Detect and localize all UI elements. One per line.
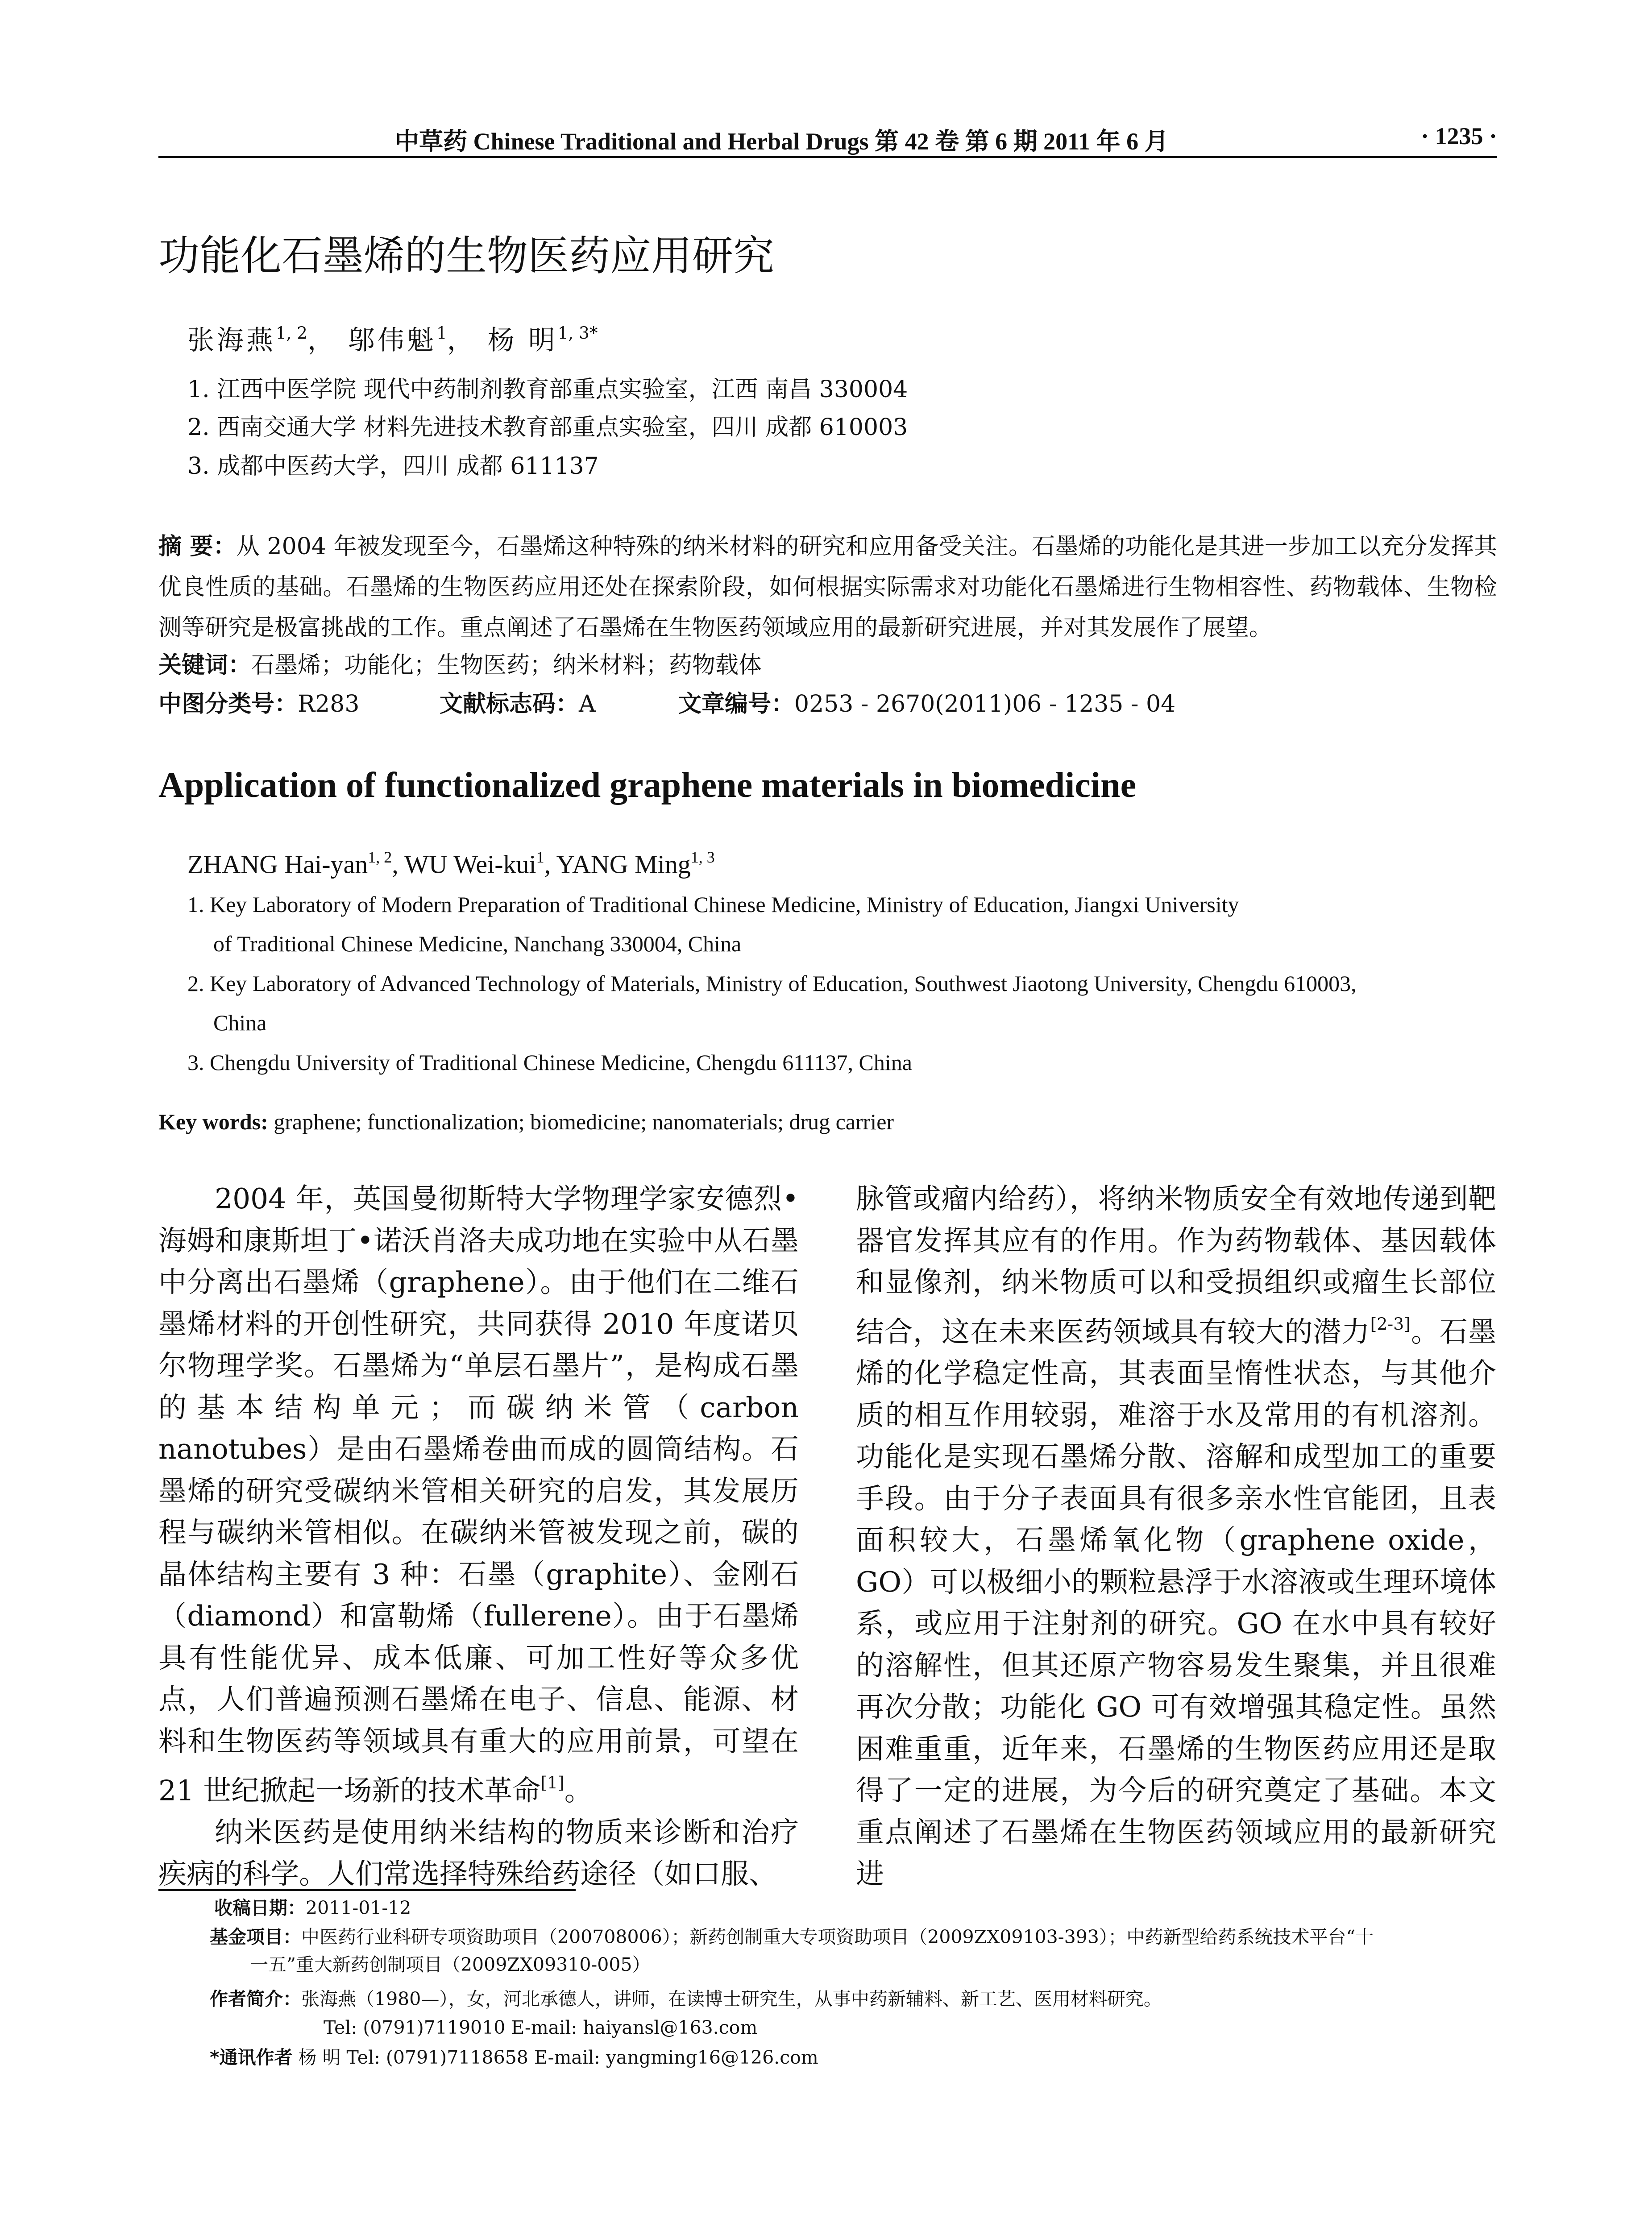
footnote-received [214, 1895, 411, 1920]
affiliation-zh: 3. 成都中医药大学，四川 成都 611137 [187, 453, 599, 480]
abstract-label: 摘 要： [158, 533, 237, 560]
article-number [678, 685, 1175, 718]
paragraph-text: 2004 年，英国曼彻斯特大学物理学家安德烈•海姆和康斯坦丁•诺沃肖洛夫成功地在实验中从石墨中分离出石墨烯（graphene）。由于他们在二维石墨烯材料的开创性研究，共同获得 2010 年度诺贝尔物理学奖。石墨烯为“单层石墨片”，是构成石墨的基本结构单元；而碳纳米管（carbon nanotubes）是由石墨烯卷曲而成的圆筒结构。石墨烯的研究受碳纳米管相关研究的启发，其发展历程与碳纳米管相似。在碳纳米管被发现之前，碳的晶体结构主要有 3 种：石墨（graphite）、金刚石（diamond）和富勒烯（fullerene）。由于石墨烯具有性能优异、成本低廉、可加工性好等众多优点，人们普遍预测石墨烯在电子、信息、能源、材料和生物医药等领域具有重大的应用前景，可望在 21 世纪掀起一场新的技术革命 [158, 1182, 799, 1807]
bio-label: 作者简介： [210, 1988, 301, 2010]
author-affiliation-sup: 1, 2 [368, 848, 392, 866]
funding-label: 基金项目： [210, 1926, 301, 1948]
clc-value: R283 [298, 691, 360, 717]
keywords-en-text: graphene; functionalization; biomedicine; nanomaterials; drug carrier [274, 1109, 894, 1134]
header-rule [158, 156, 1497, 158]
affiliation-en: 3. Chengdu University of Traditional Chinese Medicine, Chengdu 611137, China [187, 1050, 912, 1075]
document-code [440, 685, 596, 718]
body-paragraph [158, 1178, 799, 1812]
body-column-right [856, 1178, 1496, 1895]
abstract-text: 从 2004 年被发现至今，石墨烯这种特殊的纳米材料的研究和应用备受关注。石墨烯的功能化是其进一步加工以充分发挥其优良性质的基础。石墨烯的生物医药应用还处在探索阶段，如何根据实际需求对功能化石墨烯进行生物相容性、药物载体、生物检测等研究是极富挑战的工作。重点阐述了石墨烯在生物医药领域应用的最新研究进展，并对其发展作了展望。 [158, 533, 1497, 641]
bio-text: 张海燕（1980—），女，河北承德人，讲师，在读博士研究生，从事中药新辅料、新工艺、医用材料研究。 [301, 1988, 1162, 2010]
title-zh: 功能化石墨烯的生物医药应用研究 [158, 232, 775, 280]
funding-text: 中医药行业科研专项资助项目（200708006）；新药创制重大专项资助项目（2009ZX09103-393）；中药新型给药系统技术平台“十 [301, 1926, 1374, 1948]
clc-label: 中图分类号： [158, 691, 298, 717]
footnote-funding [210, 1924, 1374, 1949]
corr-text: 杨 明 Tel: (0791)7118658 E-mail: yangming16@126.com [292, 2047, 818, 2068]
corr-label: *通讯作者 [210, 2047, 293, 2068]
affiliation-zh: 1. 江西中医学院 现代中药制剂教育部重点实验室，江西 南昌 330004 [187, 376, 908, 403]
article-value: 0253 - 2670(2011)06 - 1235 - 04 [794, 691, 1176, 717]
affiliation-en: 1. Key Laboratory of Modern Preparation of Traditional Chinese Medicine, Ministry of Education, Jiangxi University [187, 892, 1239, 917]
authors-en: ZHANG Hai-yan$^{1, 2}$, WU Wei-kui$^1$, YANG Ming$^{1, 3}$ [187, 848, 715, 879]
keywords-en [158, 1109, 894, 1135]
journal-header: 中草药 Chinese Traditional and Herbal Drugs 第 42 卷 第 6 期 2011 年 6 月 [395, 128, 1169, 155]
affiliation-en: China [213, 1010, 267, 1035]
footnote-funding-cont: 一五”重大新药创制项目（2009ZX09310-005） [250, 1954, 651, 1975]
keywords-zh [158, 646, 762, 680]
body-paragraph [158, 1812, 799, 1895]
author-name: WU Wei-kui [404, 850, 536, 879]
title-en: Application of functionalized graphene materials in biomedicine [158, 766, 1137, 805]
classification-row [158, 685, 1497, 716]
body-column-left [158, 1178, 799, 1895]
footnote-corresponding-author [210, 2045, 818, 2070]
author-affiliation-sup: 1 [436, 323, 447, 343]
paragraph-text: 。石墨烯的化学稳定性高，其表面呈惰性状态，与其他介质的相互作用较弱，难溶于水及常用的有机溶剂。功能化是实现石墨烯分散、溶解和成型加工的重要手段。由于分子表面具有很多亲水性官能团，且表面积较大，石墨烯氧化物（graphene oxide，GO）可以极细小的颗粒悬浮于水溶液或生理环境体系，或应用于注射剂的研究。GO 在水中具有较好的溶解性，但其还原产物容易发生聚集，并且很难再次分散；功能化 GO 可有效增强其稳定性。虽然困难重重，近年来，石墨烯的生物医药应用还是取得了一定的进展，为今后的研究奠定了基础。本文重点阐述了石墨烯在生物医药领域应用的最新研究进 [856, 1315, 1497, 1891]
author-name: 张海燕 [187, 325, 276, 356]
affiliation-zh: 2. 西南交通大学 材料先进技术教育部重点实验室，四川 成都 610003 [187, 414, 908, 441]
author-name: 邬伟魁 [348, 325, 437, 356]
received-label: 收稿日期： [214, 1897, 306, 1919]
paragraph-text: 脉管或瘤内给药），将纳米物质安全有效地传递到靶器官发挥其应有的作用。作为药物载体、基因载体和显像剂，纳米物质可以和受损组织或瘤生长部位结合，这在未来医药领域具有较大的潜力 [856, 1182, 1496, 1348]
author-name: ZHANG Hai-yan [187, 850, 368, 879]
citation-ref: [2-3] [1370, 1314, 1411, 1334]
clc-number [158, 685, 359, 718]
article-label: 文章编号： [678, 691, 795, 717]
keywords-label: 关键词： [158, 652, 252, 679]
footnote-author-bio [210, 1986, 1162, 2011]
paragraph-end: 。 [564, 1774, 593, 1807]
author-affiliation-sup: 1 [536, 848, 544, 866]
author-affiliation-sup: 1, 3* [557, 323, 598, 343]
affiliation-en: of Traditional Chinese Medicine, Nanchang 330004, China [213, 931, 742, 956]
doc-label: 文献标志码： [440, 691, 579, 717]
page-number: · 1235 · [1420, 123, 1497, 149]
keywords-text: 石墨烯；功能化；生物医药；纳米材料；药物载体 [251, 652, 762, 679]
abstract-zh [158, 527, 1497, 648]
keywords-en-label: Key words: [158, 1109, 268, 1134]
authors-zh: 张海燕$^{1, 2}$， 邬伟魁$^1$， 杨 明$^{1, 3*}$ [187, 323, 598, 356]
doc-value: A [579, 691, 596, 717]
author-affiliation-sup: 1, 2 [276, 323, 307, 343]
running-header [158, 120, 1497, 155]
body-paragraph [856, 1178, 1496, 1895]
author-name: YANG Ming [556, 850, 691, 879]
received-date: 2011-01-12 [306, 1897, 411, 1919]
author-affiliation-sup: 1, 3 [690, 848, 715, 866]
paragraph-text: 纳米医药是使用纳米结构的物质来诊断和治疗疾病的科学。人们常选择特殊给药途径（如口服、 [158, 1816, 799, 1891]
author-name: 杨 明 [487, 325, 558, 356]
footnote-author-contact: Tel: (0791)7119010 E-mail: haiyansl@163.com [324, 2017, 758, 2038]
citation-ref: [1] [540, 1773, 565, 1792]
affiliation-en: 2. Key Laboratory of Advanced Technology of Materials, Ministry of Education, Southwest Jiaotong University, Chengdu 610003, [187, 971, 1357, 996]
footnote-rule [158, 1889, 576, 1891]
